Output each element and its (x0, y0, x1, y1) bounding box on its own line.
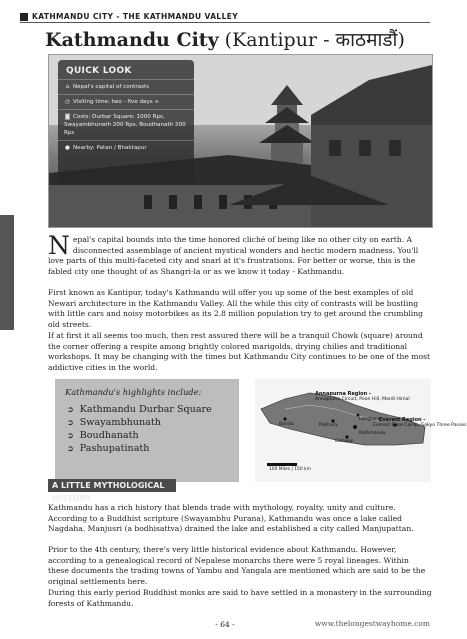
quick-look-item-text: Nearby: Patan / Bhaktapur (73, 145, 147, 151)
arrow-bullet-icon: ➲ (67, 431, 74, 440)
quick-look-item (58, 140, 194, 155)
quick-look-item-text: Nepal's capital of contrasts (73, 84, 150, 90)
title-main: Kathmandu City (45, 29, 219, 51)
money-icon: ◙ (64, 114, 71, 120)
quick-look-box (58, 60, 194, 184)
map-label-everest-sub: Everest Base Camp, Gokyo Three Passes (373, 423, 467, 428)
map-label-annapurna: Annapurna Region - (315, 391, 371, 397)
side-tab-marker (0, 215, 14, 330)
quick-look-item-text: Costs: Durbar Square: 1000 Rps, Swayambhunath 200 Rps, Boudhanath 200 Rps (64, 114, 186, 136)
highlight-item-text: Boudhanath (79, 430, 139, 441)
map-label-chitwan: Chitwan (335, 439, 354, 444)
page-title (0, 26, 450, 52)
quick-look-item-text: Visiting time: two - five days + (73, 99, 160, 105)
arrow-bullet-icon: ➲ (67, 444, 74, 453)
footer-url[interactable]: www.thelongestwayhome.com (314, 619, 430, 628)
map-scale: 100 Miles | 150 km (269, 467, 311, 472)
map-label-langtang: Langtang (359, 417, 381, 422)
header-label: KATHMANDU CITY - THE KATHMANDU VALLEY (32, 12, 239, 21)
highlights-list (55, 403, 239, 455)
map-label-bardia: Bardia (279, 422, 294, 427)
map-label-kathmandu: Kathmandu (359, 431, 386, 436)
highlight-item-text: Pashupatinath (79, 443, 150, 454)
arrow-bullet-icon: ➲ (67, 418, 74, 427)
section-heading: A LITTLE MYTHOLOGICAL HISTORY (48, 479, 176, 492)
highlight-item-text: Swayambhunath (79, 417, 161, 428)
map-label-everest: Everest Region - (379, 417, 426, 423)
highlights-title: Kathmandu's highlights include: (65, 387, 202, 397)
paragraph-buddhist-monks: During this early period Buddhist monks are said to have settled in a monastery in the surrounding forests of Kathmandu. (48, 588, 432, 608)
quick-look-item (58, 109, 194, 140)
paragraph-intro-text: epal's capital bounds into the time honored cliché of being like no other city on earth. A disconnected assemblage of ancient mystical wonders and hectic modern madness. You'll love parts of this multi-faceted city and snarl at it's frustrations. For better or worse, this is the fabled city one thought of as Shangri-la or as we know it today - Kathmandu. (48, 235, 419, 276)
paragraph-royal-lineages: Prior to the 4th century, there's very little historical evidence about Kathmandu. However, according to a genealogical record of Nepalese monarchs there were 5 royal lineages. Within these documents the trading towns of Yambu and Yangala are mentioned which are said to be the original settlements here. (48, 545, 426, 586)
highlight-item-text: Kathmandu Durbar Square (79, 404, 212, 415)
highlight-item (67, 442, 239, 455)
map-label-pokhara: Pokhara (319, 423, 338, 428)
nepal-map (255, 379, 467, 482)
header-square-icon (20, 13, 28, 21)
quick-look-title: QUICK LOOK (66, 66, 132, 76)
quick-look-item (58, 79, 194, 94)
highlight-item (67, 416, 239, 429)
running-header (20, 6, 430, 23)
highlight-item (67, 429, 239, 442)
paragraph-intro (48, 231, 432, 277)
page-number: - 64 - (215, 620, 235, 629)
clock-icon: ◷ (65, 99, 70, 105)
paragraph-respite: If at first it all seems too much, then rest assured there will be a tranquil Chowk (square) around the corner offering a respite among brightly colored marigolds, drying chilies and traditional workshops. It may be changing with the times but Kathmandu City continues to be one of the most addictive cities in the world. (48, 331, 431, 372)
title-sub: (Kantipur - काठमाडौं) (224, 29, 405, 51)
map-label-annapurna-sub: Annapurna Circuit, Poon Hill, Mardi Himal (315, 397, 410, 402)
quick-look-item (58, 94, 194, 109)
paragraph-kantipur: First known as Kantipur, today's Kathmandu will offer you up some of the best examples of old Newari architecture in the Kathmandu Valley. All the while this city of contrasts will be bustling with little cars and noisy motorbikes as its 2.8 million population try to get around the crumbling old streets. (48, 288, 423, 329)
paragraph-mythology: Kathmandu has a rich history that blends trade with mythology, royalty, unity and culture. According to a Buddhist scripture (Swayambhu Purana), Kathmandu was once a lake called Nagdaha. Manjusri (a bodhisattva) drained the lake and established a city called Manjupattan. (48, 503, 414, 534)
drop-cap: N (48, 231, 70, 260)
home-icon: ⌂ (65, 84, 70, 90)
highlight-item (67, 403, 239, 416)
pin-icon: ● (65, 145, 70, 151)
highlights-box (55, 379, 239, 482)
arrow-bullet-icon: ➲ (67, 405, 74, 414)
